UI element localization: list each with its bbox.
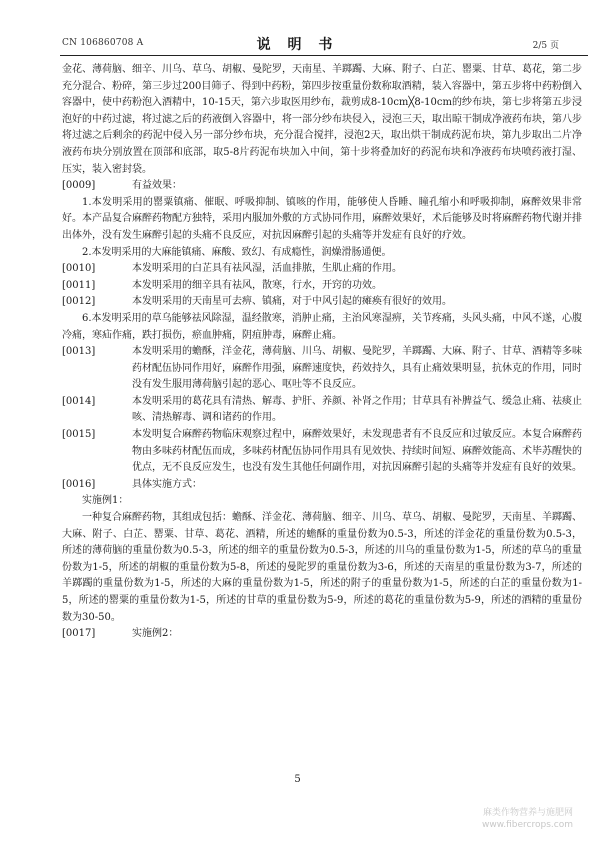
- benefit-item-6: 6.本发明采用的草乌能够祛风除湿，温经散寒，消肿止痛，主治风寒湿痹，关节疼痛，头风头痛，中风不遂，心腹冷痛，寒疝作痛，跌打损伤，瘀血肿痛，阴疽肿毒，麻醉止痛。: [62, 312, 582, 341]
- page-count: 2/5 页: [532, 41, 559, 51]
- paragraph-number: [0014]: [62, 395, 96, 407]
- paragraph-0015: [62, 427, 582, 477]
- paragraph-text: 本发明采用的天南星可去痹、镇痛，对于中风引起的瘫痪有很好的效用。: [132, 296, 452, 308]
- section-heading-benefits: 有益效果：: [132, 180, 182, 192]
- paragraph-number: [0011]: [62, 279, 96, 291]
- example-2-title: 实施例2：: [132, 628, 179, 640]
- paragraph-0010: [62, 261, 582, 278]
- paragraph-text: 本发明采用的细辛具有祛风，散寒，行水，开窍的功效。: [132, 279, 382, 291]
- paragraph-text: 本发明复合麻醉药物临床观察过程中，麻醉效果好，未发现患者有不良反应和过敏反应。本复合麻醉药物由多味药材配伍而成，多味药材配伍协同作用具有见效快、持续时间短、麻醉效能高、术毕苏醒快的优点，无不良反应发生，也没有发生其他任何副作用，对抗因麻醉引起的头痛等并发症有良好的效果。: [132, 429, 582, 474]
- benefit-item-2: 2.本发明采用的大麻能镇痛、麻酸、致幻、有成瘾性，润燥滑肠通便。: [82, 246, 392, 258]
- paragraph-0017: [62, 626, 582, 643]
- paragraph-number: [0015]: [62, 429, 96, 441]
- paragraph-text: 本发明采用的白芷具有祛风湿，活血排脓，生肌止痛的作用。: [132, 263, 402, 275]
- paragraph-number: [0016]: [62, 478, 96, 490]
- paragraph-0014: [62, 394, 582, 427]
- example-1-text: 一种复合麻醉药物，其组成包括：蟾酥、洋金花、薄荷脑、细辛、川乌、草乌、胡椒、曼陀罗，天南星、羊踯躅、大麻、附子、白芷、罂粟、甘草、葛花、酒精，所述的蟾酥的重量份数为0.5-3，所述的洋金花的重量份数为0.5-3，所述的薄荷脑的重量份数为0.5-3，所述的细辛的重量份数为0.5-3，所述的川乌的重量份数为1-5，所述的草乌的重量份数为1-5，所述的胡椒的重量份数为5-8，所述的曼陀罗的重量份数为3-6，所述的天南星的重量份数为3-7，所述的羊踯躅的重量份数为1-5，所述的大麻的重量份数为1-5，所述的附子的重量份数为1-5，所述的白芷的重量份数为1-5，所述的罂粟的重量份数为1-5，所述的甘草的重量份数为5-9，所述的葛花的重量份数为5-9，所述的酒精的重量份数为30-50。: [62, 512, 582, 623]
- benefit-item-1: 1.本发明采用的罂粟镇痛、催眠、呼吸抑制、镇咳的作用，能够使人昏睡、瞳孔缩小和呼吸抑制，麻醉效果非常好。本产品复合麻醉药物配方独特，采用内服加外敷的方式协同作用，麻醉效果好，术后能够及时将麻醉药物代谢并排出体外，没有发生麻醉引起的头痛不良反应，对抗因麻醉引起的头痛等并发症有良好的疗效。: [62, 196, 582, 241]
- paragraph-0012: [62, 294, 582, 311]
- paragraph-0011: [62, 278, 582, 295]
- paragraph-number: [0009]: [62, 180, 96, 192]
- paragraph-0013: [62, 344, 582, 394]
- example-1-title: 实施例1：: [82, 495, 129, 507]
- watermark-url: www.fibercrops.com: [482, 820, 573, 830]
- paragraph-0016: [62, 477, 582, 494]
- paragraph-number: [0013]: [62, 346, 96, 358]
- watermark-name: 麻类作物营养与施肥网: [482, 808, 573, 818]
- paragraph-text: 本发明采用的葛花具有清热、解毒、护肝、养颜、补肾之作用；甘草具有补脾益气、缓急止痛、祛痰止咳、清热解毒、调和诸药的作用。: [132, 395, 582, 424]
- document-body: [62, 62, 582, 643]
- document-title: 说 明 书: [256, 37, 339, 53]
- paragraph-number: [0017]: [62, 628, 96, 640]
- page-header: [0, 0, 595, 56]
- section-heading-embodiments: 具体实施方式：: [132, 478, 202, 490]
- paragraph-continued: 金花、薄荷脑、细辛、川乌、草乌、胡椒、曼陀罗，天南星、羊踯躅、大麻、附子、白芷、罂粟、甘草、葛花，第二步充分混合、粉碎，第三步过200目筛子、得到中药粉，第四步按重量份数称取酒精，装入容器中，第五步将中药粉倒入容器中，使中药粉泡入酒精中，10-15天，第六步取医用纱布，裁剪成8-10cm╳8-10cm的纱布块，第七步将第五步浸泡好的中药过滤，将过滤之后的药液倒入容器中，将一部分纱布块侵入，浸泡三天，取出晾干制成净液药布块，第八步将过滤之后剩余的药泥中侵入另一部分纱布块，充分混合搅拌，浸泡2天，取出烘干制成药泥布块，第九步取出二片净液药布块分别放置在顶部和底部，取5-8片药泥布块加入中间，第十步将叠加好的药泥布块和净液药布块喷药液打湿、压实，装入密封袋。: [62, 64, 582, 175]
- paragraph-number: [0010]: [62, 263, 96, 275]
- page-number: 5: [294, 774, 301, 785]
- site-watermark: [413, 807, 573, 831]
- paragraph-text: 本发明采用的蟾酥，洋金花，薄荷脑、川乌、胡椒、曼陀罗，羊踯躅、大麻、附子、甘草、酒精等多味药材配伍协同作用好，麻醉作用强，麻醉速度快，药效持久，具有止痛效果明显，抗休克的作用，同时没有发生服用薄荷脑引起的恶心、呕吐等不良反应。: [132, 346, 582, 391]
- paragraph-0009: [62, 178, 582, 195]
- header-rule: [60, 55, 588, 56]
- publication-number: CN 106860708 A: [62, 38, 144, 48]
- paragraph-number: [0012]: [62, 296, 96, 308]
